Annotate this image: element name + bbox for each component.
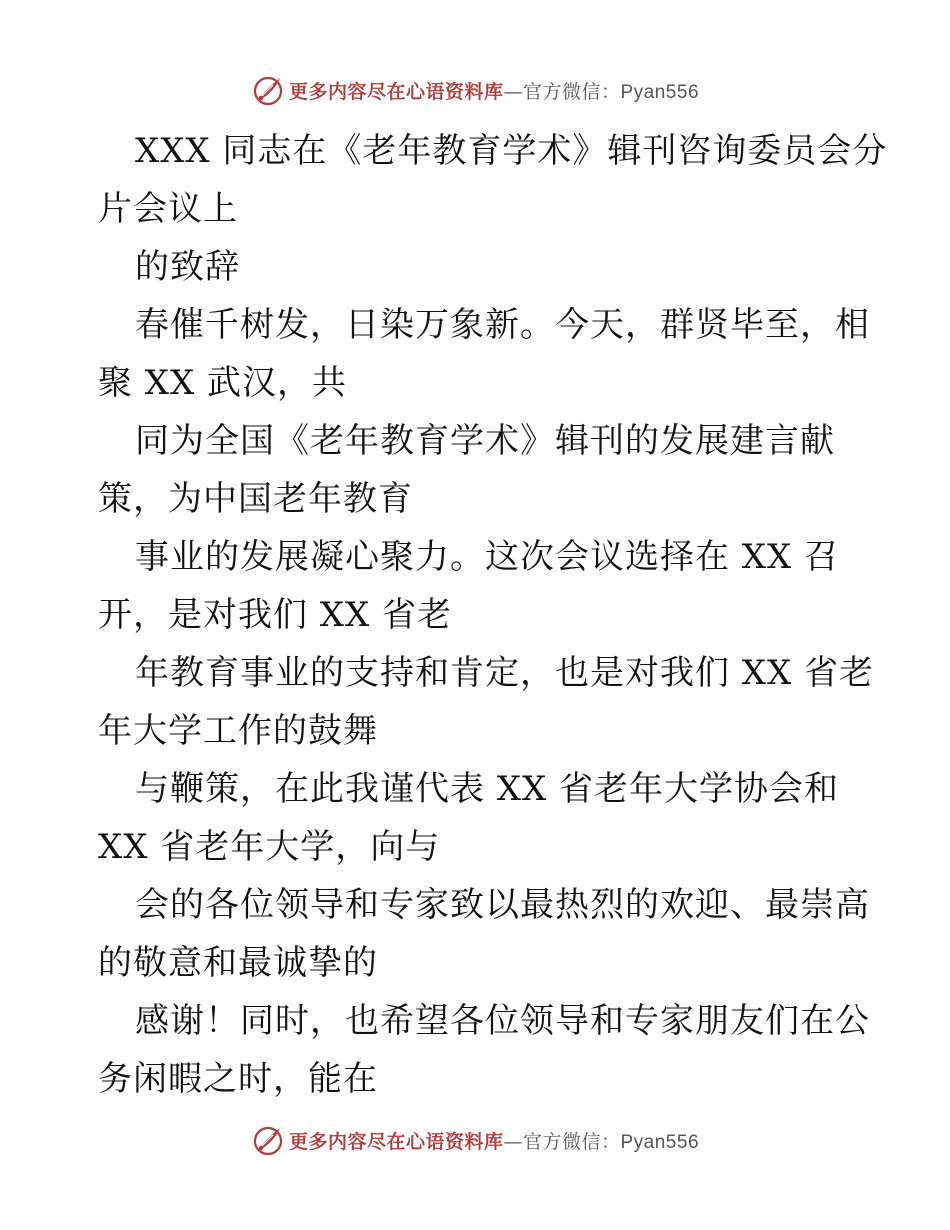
watermark-brand-text: 更多内容尽在心语资料库 (288, 80, 504, 103)
document-line: 同为全国《老年教育学术》辑刊的发展建言献 (135, 421, 835, 461)
document-line: 的致辞 (135, 247, 240, 287)
document-line: XXX 同志在《老年教育学术》辑刊咨询委员会分 (135, 131, 888, 171)
document-line: 与鞭策，在此我谨代表 XX 省老年大学协会和 (135, 769, 840, 809)
document-line: 春催千树发，日染万象新。今天，群贤毕至，相 (135, 305, 870, 345)
document-line: 开，是对我们 XX 省老 (98, 595, 453, 635)
watermark-contact-text: 官方微信：Pyan556 (523, 1131, 700, 1153)
document-line: XX 省老年大学，向与 (98, 827, 441, 867)
feather-pen-logo-icon (251, 1123, 285, 1157)
feather-pen-logo-icon (251, 73, 285, 107)
watermark-contact-text: 官方微信：Pyan556 (523, 81, 700, 103)
document-body (98, 122, 888, 1108)
document-line: 年教育事业的支持和肯定，也是对我们 XX 省老 (135, 653, 875, 693)
document-line: 感谢！同时，也希望各位领导和专家朋友们在公 (135, 1001, 870, 1041)
document-line: 片会议上 (98, 189, 238, 229)
document-line: 策，为中国老年教育 (98, 479, 413, 519)
watermark-brand-text: 更多内容尽在心语资料库 (288, 1130, 504, 1153)
document-line: 务闲暇之时，能在 (98, 1059, 378, 1099)
watermark-separator: — (503, 80, 523, 103)
document-line: 聚 XX 武汉，共 (98, 363, 348, 403)
watermark-footer (0, 1120, 950, 1160)
document-line: 事业的发展凝心聚力。这次会议选择在 XX 召 (135, 537, 840, 577)
document-line: 会的各位领导和专家致以最热烈的欢迎、最崇高 (135, 885, 870, 925)
document-line: 的敬意和最诚挚的 (98, 943, 378, 983)
watermark-header (0, 70, 950, 110)
watermark-separator: — (503, 1130, 523, 1153)
document-line: 年大学工作的鼓舞 (98, 711, 378, 751)
